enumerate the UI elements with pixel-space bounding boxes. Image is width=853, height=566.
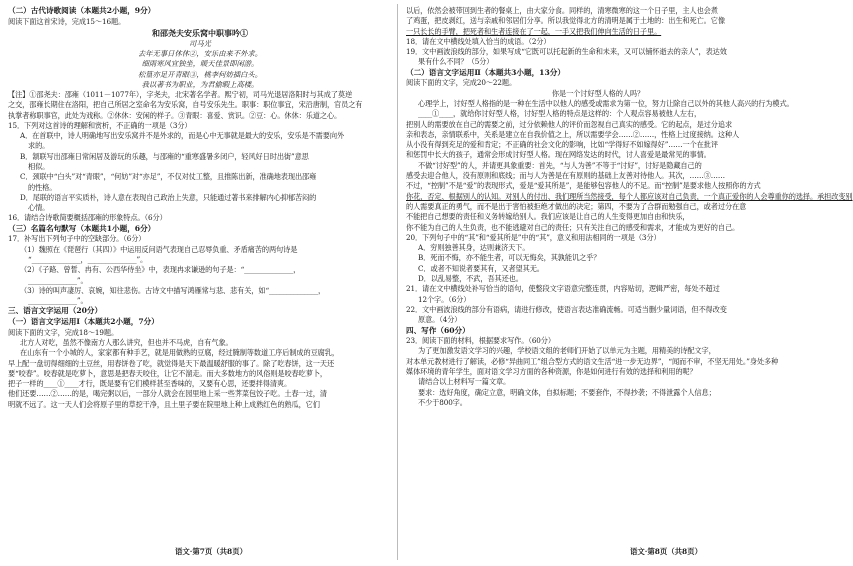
option-line: 心情。 [28,203,50,213]
poem-line: 细雨寒风宜独坐，暖天佳景即闲游。 [141,59,259,69]
section-dictation-heading: （三）名篇名句默写（本题共1小题，6分） [8,223,156,233]
passage-line: 你不能为自己的人生负责，也不能逃避对自己的责任；只有关注自己的感受和需求，才能成为更好的自己。 [406,222,740,232]
poem-title: 和邵尧夫安乐窝中职事吟① [152,27,248,38]
passage-line: 了鸡蛋，把皮剥红，送与亲戚和邻居们分享。所以我觉得北方的清明是属于土地的：出生和死亡。它像 [406,16,725,26]
passage-line: 在山东有一个小城的人，家家都有种手艺，就是用做熟的豆腐，经过腌制等数道工序后制成的豆腐乳， [20,348,339,358]
question-21: 21．请在文中横线处补写恰当的语句，使整段文字语意完整连贯，内容贴切，逻辑严密，每处不超过 [406,284,720,294]
option-line: B．颔联写出邵雍日常闲居及游玩的乐趣，与邵雍的“重寒盛暑多闭户，轻风好日时出街”意思 [20,151,309,161]
passage-line: 的人需要真正的勇气，而不是出于害怕被拒绝才做出的决定；第四，不要为了合群而勉强自己，或者过分在意 [406,201,747,211]
material-line: 媒体环境的青年学生，面对语文学习方面的各种资源，你是如何进行有效的选择和利用的呢？ [406,366,697,376]
option-line: A．在首联中，诗人明确地写出安乐窝并不是外求的，而是心中无事就是最大的安乐，安乐是不需要向外 [20,131,345,141]
poem-intro: 阅读下面这首宋诗，完成15～16题。 [8,16,126,26]
subsection-language-2: （二）语言文字运用Ⅱ（本题共3小题，13分） [406,67,565,77]
page-divider [397,4,398,560]
dictation-item: “______________，______________”。 [28,254,148,264]
poem-note-line: 执掌者称职事官，此处为戏称。②休休：安闲的样子。③青眼：喜爱、赏识。②豆：心。休休：乐道之心。 [8,110,342,120]
passage-line: 把子一样的____①____才行，既是要有它们模样甚至香味的，又要有心思，还要拌得清爽。 [8,379,292,389]
material-line: 对本单元教材进行了解读，必修“异曲同工”组合型方式的语文生活“进一步无边界”，“闻而不审，不坚无用处。”身处多种 [406,356,779,366]
option-line: A．穷则独善其身，达则兼济天下。 [418,243,530,253]
option-line: C．颈联中“白头”对“青眼”，“何妨”对“亦足”，不仅对仗工整，且推陈出新，准确地表现出邵雍 [20,172,317,182]
subsection-language-1: （一）语言文字运用Ⅰ（本题共2小题，7分） [8,317,159,327]
passage-line: ____①____，就给你讨好型人格，讨好型人格的特点是这样的：个人观点容易被他人左右， [418,109,702,119]
wavy-underlined-line: 一只长长的手臂，把死者和生者连接在了一起，一手又把我们伸向生活的日子里。 [406,26,662,36]
passage-line: 以后，依然会被带回到生者的餐桌上，由大家分食。同样的，清寒微寒的这一个日子里，主人也会煮 [406,6,718,15]
question-19-cont: 果有什么不同？（5分） [418,57,494,67]
left-page [8,6,392,536]
passage-line: 和惩罚中长大的孩子，通常会形成讨好型人格。现在网络发达的时代，讨人喜爱是最常见的事情。 [406,150,711,160]
passage-line: 早上配一盘切得细细的土豆丝，用春饼卷了吃，就觉得是天下最温暖舒服的事了。除了吃春饼，这一天还 [8,358,335,368]
passage-line: 他们还要……②……的是，喝完粥以后，一部分人就会在园里地上采一些荠菜包饺子吃。土春一过，清 [8,389,327,399]
question-18: 18．请在文中横线处填入恰当的成语。（2分） [406,36,551,46]
passage-line: 要“咬春”。咬春就是吃萝卜，意思是把春天咬住，让它不溜走。而大多数地方的风俗则是咬春吃萝卜， [8,368,328,378]
option-line: D．以乱易整，不武，吾其还也。 [418,274,523,284]
dictation-item: （1）魏照在《琵琶行（其四）》中运用反问语气表现自己忍辱负重、矛盾痛苦的两句诗是 [20,244,298,254]
poem-line: 松篁亦足开青眼③，桃李何妨插白头。 [137,69,263,79]
question-17: 17．补写出下列句子中的空缺部分。（6分） [8,234,146,244]
page-footer-right: 语文·第8页（共8页） [630,547,702,556]
option-line: 相似。 [28,161,50,171]
dictation-item: （2）《子路、曾皙、冉有、公西华侍坐》中，表现冉求谦逊的句子是：“______________， [20,265,301,275]
passage-line: 不能把自己想要的责任和义务转嫁给别人。我们应该是让自己的人生变得更加自由和快乐， [406,212,690,222]
material-line: 为了更加激发语文学习的兴趣，学校语文组的老师们开始了以单元为主题，用精美的诗配文字， [418,346,716,356]
passage-line: 不做“讨好型”的人，并请更具象重要：首先，“与人为善”不等于“讨好”，讨好是隐藏自己的 [418,160,702,170]
option-line: B．死而不悔，亦不能生者，可以无悔矣，其孰能讥之乎？ [418,253,601,263]
passage-quote: 你是一个讨好型人格的人吗？ [551,88,645,98]
option-line: D．尾联的语言平实质朴，诗人意在表现自己政治上失意，只能通过著书来排解内心抑郁苦闷的 [20,192,317,202]
writing-requirements-cont: 不少于800字。 [418,397,467,407]
passage-line: 把别人的需要放在自己的需要之前，过分依赖他人的评价而忽视自己真实的感受。它的起点，是过分追求 [406,119,733,129]
option-line: 求的。 [28,141,50,151]
option-line: 的性格。 [28,182,57,192]
question-22-cont: 原意。（4分） [418,315,462,325]
dictation-item: （3）诗的叫声凄厉、哀婉，知往悲伤。古诗文中描写鸿雁常与悲、悲有关，如“______________， [20,285,326,295]
writing-instruction: 请结合以上材料写一篇文章。 [418,377,511,387]
poem-note-line: 之交，邵雍长期住在洛阳，把自己所居之室命名为安乐窝，自号安乐先生。职事：职位事宜，宋沿唐制，官员之有 [8,100,363,110]
passage-line: 明就不远了。这一天人们会将原子里的草挖干净，且土里子要在院里地上种上成熟红色的熟瓜，它们 [8,399,320,409]
passage-line: 心理学上，讨好型人格指的是一种在生活中以他人的感受或需求为第一位，努力让除自己以外的其他人高兴的行为模式。 [418,98,794,108]
question-22: 22．文中画波浪线的部分有语病，请进行修改，使语言表达准确流畅。可适当删少量词语，但不得改变 [406,304,727,314]
passage-line: 从小没有得到充足的爱和肯定；不正确的社会文化的影响，比如“学得好不如嫁得好”……一个在批评 [406,140,718,150]
passage-intro: 阅读下面的文字，完成20～22题。 [406,78,517,88]
part-three-heading: 三、语言文字运用（20分） [8,306,103,316]
passage-line: 亲和表态，亲情联系中，关系是建立在自我价值之上，所以需要学会……②……，性格上过度接纳。这种人 [406,129,740,139]
dictation-item: ______________”。 [28,296,88,306]
poem-note-line: 【注】①邵尧夫：邵雍（1011－1077年），字尧夫，北宋著名学者。熙宁初，司马光退居洛阳时与其成了莫逆 [8,89,353,99]
question-15: 15．下列对这首诗的理解和赏析，不正确的一项是（3分） [8,120,192,130]
writing-requirements: 要求：选好角度，确定立意，明确文体，自拟标题；不要套作，不得抄袭；不得泄露个人信息； [418,387,716,397]
question-20: 20．下列句子中的“其”和“爱其所是”中的“其”，意义和用法相同的一项是（3分） [406,232,661,242]
passage-line: 感受去迎合他人，没有原则和底线；而与人为善是在有原则的基础上友善对待他人。其次，……③…… [406,171,725,181]
right-page [406,6,853,536]
section-poetry-heading: （二）古代诗歌阅读（本题共2小题，9分） [8,6,156,15]
passage-line: 不过，“控制”不是“爱”的表现形式，爱是“爱其所是”，是能够包容他人的不足。而“控制”是要求他人按照你的方式 [406,181,761,191]
poem-line: 去年无事日休休②，安乐由来不外求。 [137,49,263,59]
option-line: C．或者不知说者要其有，又者望其无。 [418,263,544,273]
page-footer-left: 语文·第7页（共8页） [175,547,247,556]
question-23: 23．阅读下面的材料，根据要求写作。（60分） [406,336,555,346]
question-21-cont: 12个字。（6分） [418,294,471,304]
dictation-item: ______________”。 [28,275,88,285]
part-four-heading: 四、写作（60分） [406,325,470,335]
passage-intro: 阅读下面的文字，完成18～19题。 [8,327,119,337]
wavy-underlined-line: 你花，否定、根据别人的认知。对别人的付出、我们理所当然接受，每个人都应该对自己负责，一个真正爱你的人会尊重你的选择。承担改变别 [406,191,853,201]
question-19: 19．文中画波浪线的部分，如果写成“它既可以托起新的生命和未来，又可以铺怀逝去的亲人”，表达效 [406,47,727,57]
passage-line: 北方人对吃，虽然不像南方人那么讲究，但也并不马虎，自有气象。 [20,337,233,347]
question-16: 16．请结合诗歌简要概括邵雍的形象特点。（6分） [8,213,167,223]
poem-author: 司马光 [189,38,211,48]
poem-line: 我以著书为职业，为君偷暇上高楼。 [141,79,259,89]
